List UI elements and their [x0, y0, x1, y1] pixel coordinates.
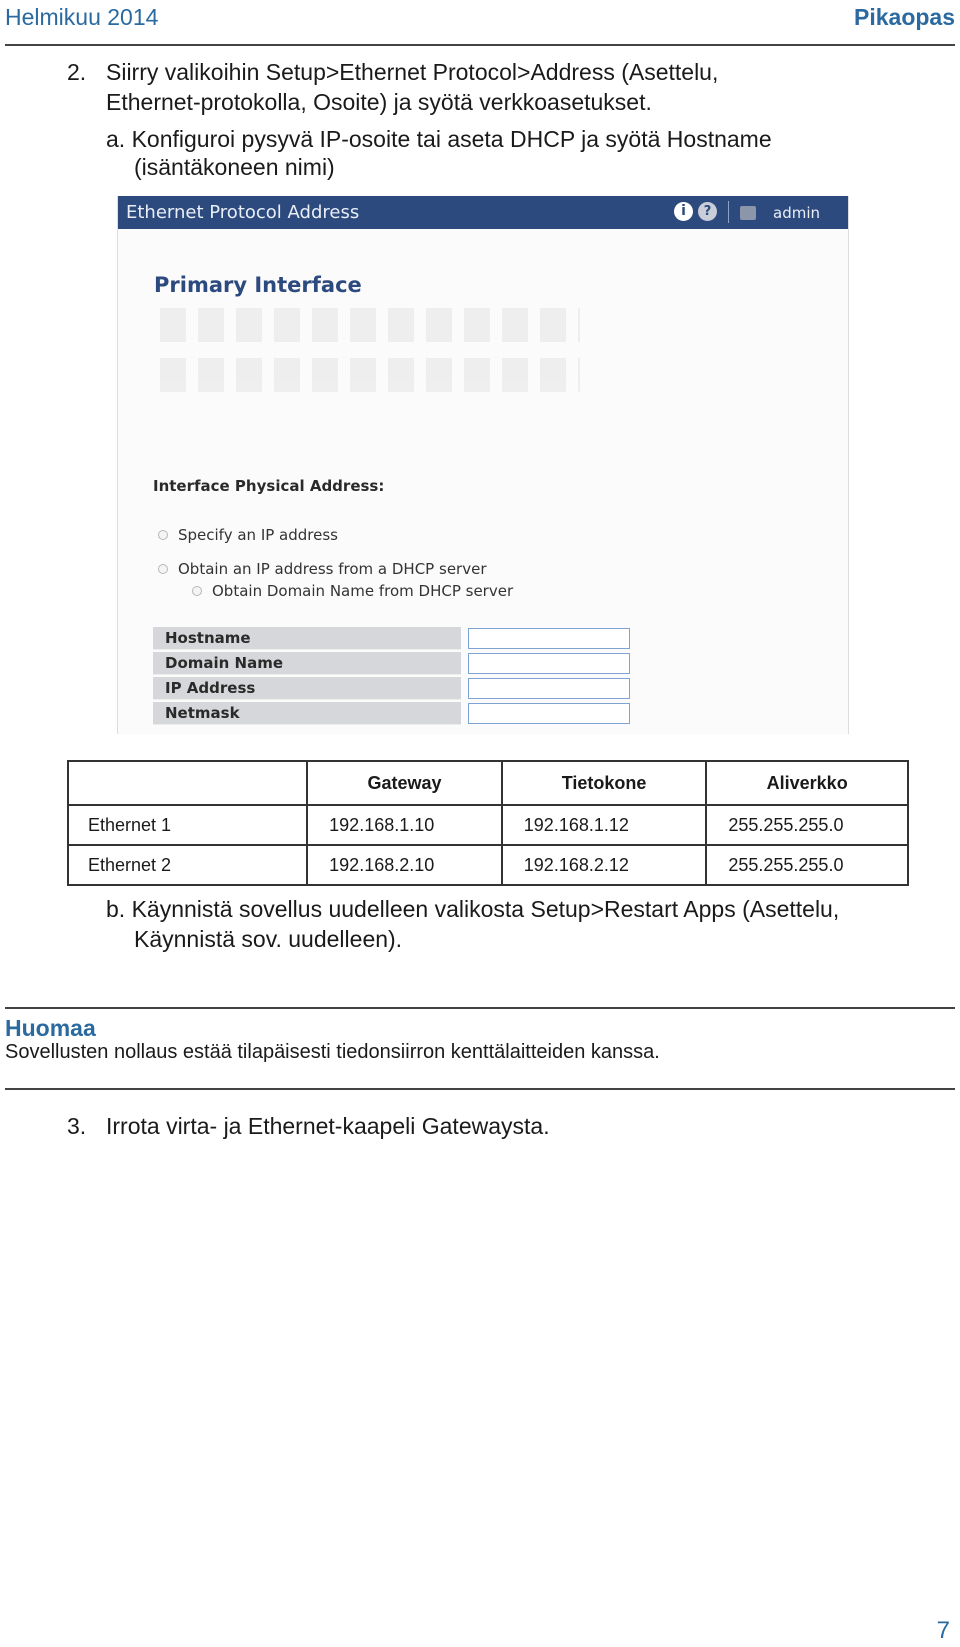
table-header-empty: [68, 761, 307, 805]
note-text: Sovellusten nollaus estää tilapäisesti tiedonsiirron kenttälaitteiden kanssa.: [5, 1041, 660, 1063]
step-2a-line-1: a. Konfiguroi pysyvä IP-osoite tai aseta DHCP ja syötä Hostname: [106, 126, 772, 152]
page-number: 7: [936, 1617, 950, 1644]
table-header-gateway: Gateway: [307, 761, 502, 805]
netmask-row: [153, 702, 773, 726]
step-2-line-2: Ethernet-protokolla, Osoite) ja syötä verkkoasetukset.: [106, 89, 652, 115]
table-header-tietokone: Tietokone: [502, 761, 707, 805]
step-2-line-1: Siirry valikoihin Setup>Ethernet Protocol>Address (Asettelu,: [106, 59, 719, 85]
table-header-aliverkko: Aliverkko: [706, 761, 908, 805]
hostname-row: [153, 627, 773, 651]
note-top-rule: [5, 1007, 955, 1009]
step-2-number: 2.: [67, 59, 87, 85]
header-rule: [5, 44, 955, 46]
specify-ip-option[interactable]: [158, 526, 558, 548]
netmask-label: Netmask: [153, 702, 461, 725]
info-icon[interactable]: i: [674, 202, 693, 221]
netmask-input[interactable]: [468, 703, 630, 724]
domain-name-input[interactable]: [468, 653, 630, 674]
ip-address-input[interactable]: [468, 678, 630, 699]
table-cell-subnet: 255.255.255.0: [706, 805, 908, 845]
ip-address-row: [153, 677, 773, 701]
specify-ip-radio[interactable]: [158, 530, 168, 540]
toolbar-divider: [728, 201, 729, 223]
step-2: [67, 57, 927, 117]
primary-interface-heading: Primary Interface: [154, 273, 362, 297]
table-row: [68, 845, 908, 885]
screenshot-title: Ethernet Protocol Address: [126, 202, 360, 223]
user-icon: [740, 206, 756, 220]
faded-background-text: [160, 308, 580, 448]
table-header-row: [68, 761, 908, 805]
obtain-dhcp-label: Obtain an IP address from a DHCP server: [178, 560, 487, 578]
header-date: Helmikuu 2014: [5, 4, 159, 30]
ethernet-settings-screenshot: [117, 196, 849, 734]
help-icon[interactable]: ?: [698, 202, 717, 221]
note-title: Huomaa: [5, 1015, 96, 1041]
obtain-domain-label: Obtain Domain Name from DHCP server: [212, 582, 514, 600]
obtain-dhcp-option[interactable]: [158, 560, 598, 582]
table-row: [68, 805, 908, 845]
note-bottom-rule: [5, 1088, 955, 1090]
step-3-number: 3.: [67, 1113, 87, 1139]
table-cell-interface: Ethernet 1: [68, 805, 307, 845]
table-cell-interface: Ethernet 2: [68, 845, 307, 885]
step-2a: [106, 124, 936, 184]
step-2b-line-2: Käynnistä sov. uudelleen).: [134, 926, 403, 952]
table-cell-gateway: 192.168.2.10: [307, 845, 502, 885]
user-name[interactable]: admin: [773, 204, 820, 222]
table-cell-gateway: 192.168.1.10: [307, 805, 502, 845]
step-2a-line-2: (isäntäkoneen nimi): [134, 154, 335, 180]
specify-ip-label: Specify an IP address: [178, 526, 338, 544]
obtain-domain-option[interactable]: [192, 582, 612, 604]
hostname-input[interactable]: [468, 628, 630, 649]
obtain-domain-radio[interactable]: [192, 586, 202, 596]
obtain-dhcp-radio[interactable]: [158, 564, 168, 574]
step-3: [67, 1111, 927, 1143]
table-cell-subnet: 255.255.255.0: [706, 845, 908, 885]
step-3-text: Irrota virta- ja Ethernet-kaapeli Gatewaysta.: [106, 1113, 550, 1139]
table-cell-computer: 192.168.1.12: [502, 805, 707, 845]
physical-address-label: Interface Physical Address:: [153, 477, 385, 495]
screenshot-toolbar: [118, 196, 848, 229]
domain-name-row: [153, 652, 773, 676]
ip-address-label: IP Address: [153, 677, 461, 700]
step-2b: [106, 894, 946, 956]
domain-name-label: Domain Name: [153, 652, 461, 675]
network-settings-table: [67, 760, 909, 886]
hostname-label: Hostname: [153, 627, 461, 650]
header-doc-title: Pikaopas: [854, 4, 955, 30]
table-cell-computer: 192.168.2.12: [502, 845, 707, 885]
step-2b-line-1: b. Käynnistä sovellus uudelleen valikosta Setup>Restart Apps (Asettelu,: [106, 896, 840, 922]
